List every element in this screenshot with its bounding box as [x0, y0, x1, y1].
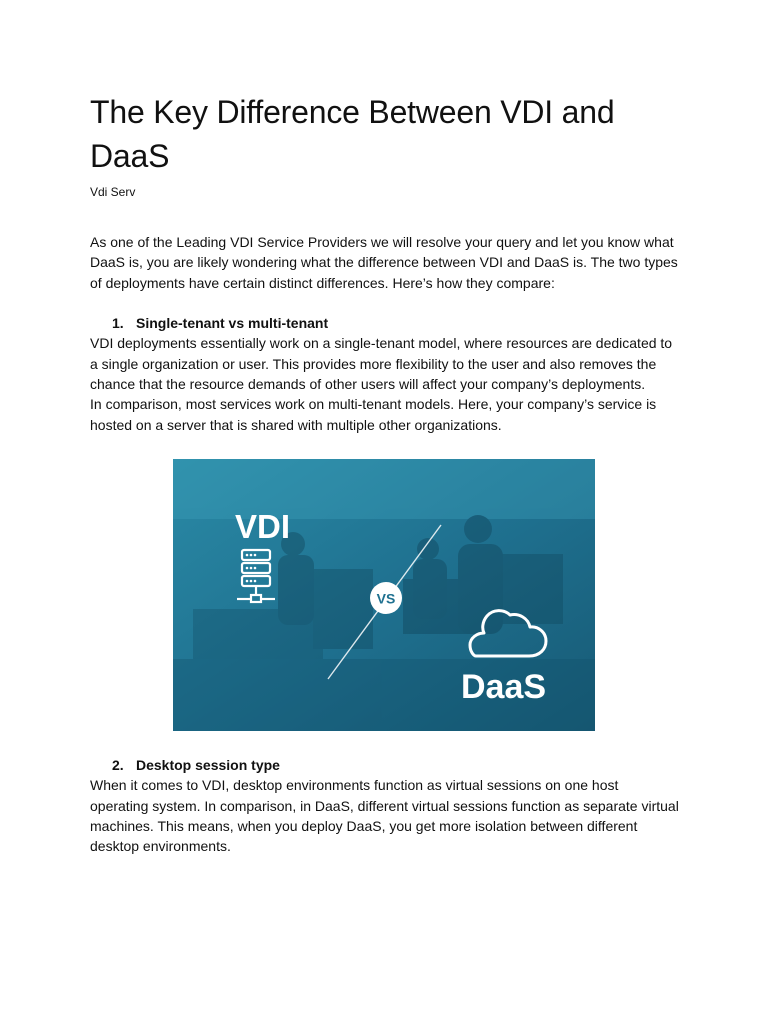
section-paragraph: VDI deployments essentially work on a single-tenant model, where resources are dedicated to a single organization or user. This provides more flexibility to the user and also removes the chance that the resource demands of other users will affect your company’s deployments. — [90, 335, 673, 393]
section-heading-text: Desktop session type — [136, 757, 280, 774]
section-heading-text: Single-tenant vs multi-tenant — [136, 315, 329, 332]
section-heading — [90, 313, 680, 333]
vdi-vs-daas-image — [173, 459, 595, 731]
daas-label: DaaS — [461, 668, 547, 707]
intro-paragraph: As one of the Leading VDI Service Providers we will resolve your query and let you know what DaaS is, you are likely wondering what the difference between VDI and DaaS is. The two types of deployments have certain distinct differences. Here’s how they compare: — [90, 234, 678, 291]
hero-illustration — [173, 459, 595, 731]
document-author: Vdi Serv — [90, 185, 136, 199]
document-page — [90, 90, 680, 857]
section-paragraph: In comparison, most services work on multi-tenant models. Here, your company’s service is hosted on a server that is shared with multiple other organizations. — [90, 396, 657, 433]
vdi-label: VDI — [235, 508, 291, 546]
section-number: 2. — [112, 757, 124, 774]
section-number: 1. — [112, 315, 124, 332]
section-heading — [90, 755, 680, 775]
section-paragraph: When it comes to VDI, desktop environments function as virtual sessions on one host operating system. In comparison, in DaaS, different virtual sessions function as separate virtual machines. This means, when you deploy DaaS, you get more isolation between different desktop environments. — [90, 777, 679, 855]
section-1 — [90, 313, 680, 435]
section-2 — [90, 755, 680, 857]
document-title: The Key Difference Between VDI and DaaS — [90, 94, 615, 174]
vs-label: VS — [376, 590, 396, 607]
